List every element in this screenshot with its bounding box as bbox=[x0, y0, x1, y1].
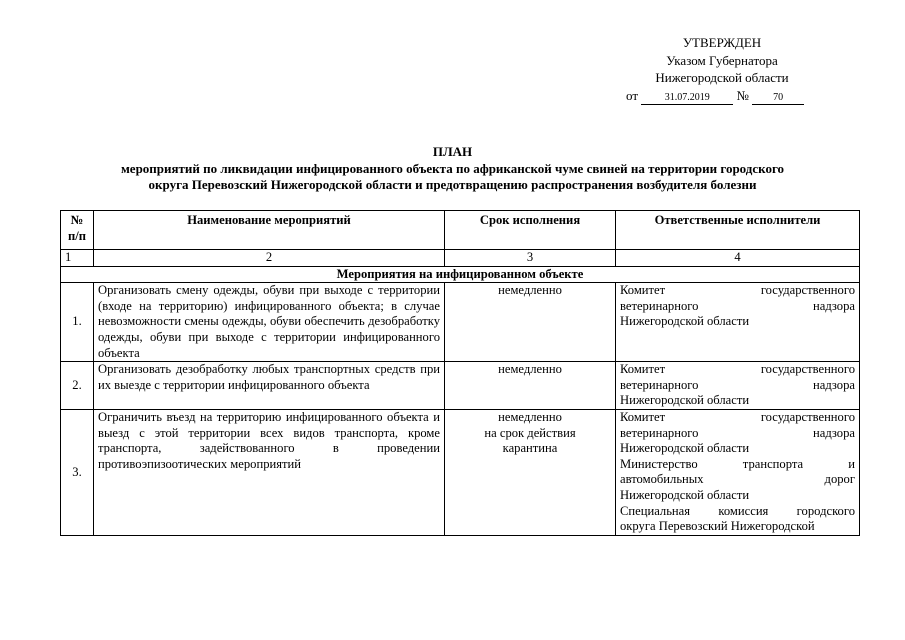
document-subtitle bbox=[60, 161, 845, 193]
number-sign: № bbox=[736, 87, 749, 103]
responsible-line: Министерство транспорта и bbox=[620, 456, 855, 471]
document-title: ПЛАН bbox=[432, 144, 473, 159]
approval-stamp bbox=[612, 34, 832, 105]
column-number: 3 bbox=[445, 250, 616, 267]
subtitle-line-2: округа Перевозский Нижегородской области и предотвращению распространения возбудителя болезни bbox=[148, 177, 757, 192]
responsible-executors bbox=[616, 362, 860, 410]
measure-term bbox=[445, 283, 616, 362]
measure-name: Организовать дезобработку любых транспортных средств при их выезде с территории инфицированного объекта bbox=[94, 362, 445, 410]
table-row bbox=[61, 409, 860, 535]
header-responsible: Ответственные исполнители bbox=[616, 211, 860, 250]
plan-table bbox=[60, 210, 860, 536]
approval-title: УТВЕРЖДЕН bbox=[682, 35, 762, 50]
responsible-executors bbox=[616, 283, 860, 362]
measure-term bbox=[445, 409, 616, 535]
table-header-row bbox=[61, 211, 860, 250]
responsible-line: ветеринарного надзора bbox=[620, 425, 855, 440]
row-number: 1. bbox=[61, 283, 94, 362]
table-row bbox=[61, 283, 860, 362]
row-number: 2. bbox=[61, 362, 94, 410]
approval-region: Нижегородской области bbox=[655, 70, 789, 85]
responsible-line: Нижегородской области bbox=[620, 487, 750, 502]
approval-decree: Указом Губернатора bbox=[666, 52, 778, 68]
responsible-line: округа Перевозский Нижегородской bbox=[620, 519, 815, 534]
responsible-line: Комитет государственного bbox=[620, 283, 855, 298]
responsible-line: Комитет государственного bbox=[620, 362, 855, 377]
section-title: Мероприятия на инфицированном объекте bbox=[61, 266, 860, 283]
term-line: карантина bbox=[502, 441, 558, 456]
term-line: на срок действия bbox=[484, 425, 576, 440]
responsible-line: Нижегородской области bbox=[620, 441, 750, 456]
table-row bbox=[61, 362, 860, 410]
responsible-line: Нижегородской области bbox=[620, 393, 750, 408]
column-number: 1 bbox=[61, 250, 94, 267]
responsible-line: ветеринарного надзора bbox=[620, 377, 855, 392]
column-number: 4 bbox=[616, 250, 860, 267]
responsible-line: Специальная комиссия городского bbox=[620, 503, 855, 518]
approval-number: 70 bbox=[752, 92, 804, 105]
term-line: немедленно bbox=[498, 409, 562, 424]
responsible-line: Нижегородской области bbox=[620, 314, 750, 329]
measure-name: Ограничить въезд на территорию инфицированного объекта и выезд с этой территории всех видов транспорта, кроме транспорта, задействованного в проведении противоэпизоотических мероприятий bbox=[94, 409, 445, 535]
header-name: Наименование мероприятий bbox=[94, 211, 445, 250]
column-numbers-row bbox=[61, 250, 860, 267]
term-line: немедленно bbox=[498, 283, 562, 298]
date-prefix: от bbox=[626, 87, 639, 103]
approval-date: 31.07.2019 bbox=[641, 92, 733, 105]
responsible-executors bbox=[616, 409, 860, 535]
section-row bbox=[61, 266, 860, 283]
approval-date-line bbox=[612, 87, 832, 105]
header-term: Срок исполнения bbox=[445, 211, 616, 250]
responsible-line: Комитет государственного bbox=[620, 409, 855, 424]
subtitle-line-1: мероприятий по ликвидации инфицированного объекта по африканской чуме свиней на территории городского bbox=[120, 161, 785, 176]
measure-name: Организовать смену одежды, обуви при выходе с территории (входе на территорию) инфицированного объекта; в случае невозможности смены одежды, обуви обеспечить дезобработку одежды, обуви при выходе с территории инфицированного объекта bbox=[94, 283, 445, 362]
column-number: 2 bbox=[94, 250, 445, 267]
row-number: 3. bbox=[61, 409, 94, 535]
header-num: № п/п bbox=[61, 211, 94, 250]
responsible-line: автомобильных дорог bbox=[620, 472, 855, 487]
responsible-line: ветеринарного надзора bbox=[620, 298, 855, 313]
measure-term bbox=[445, 362, 616, 410]
term-line: немедленно bbox=[498, 362, 562, 377]
